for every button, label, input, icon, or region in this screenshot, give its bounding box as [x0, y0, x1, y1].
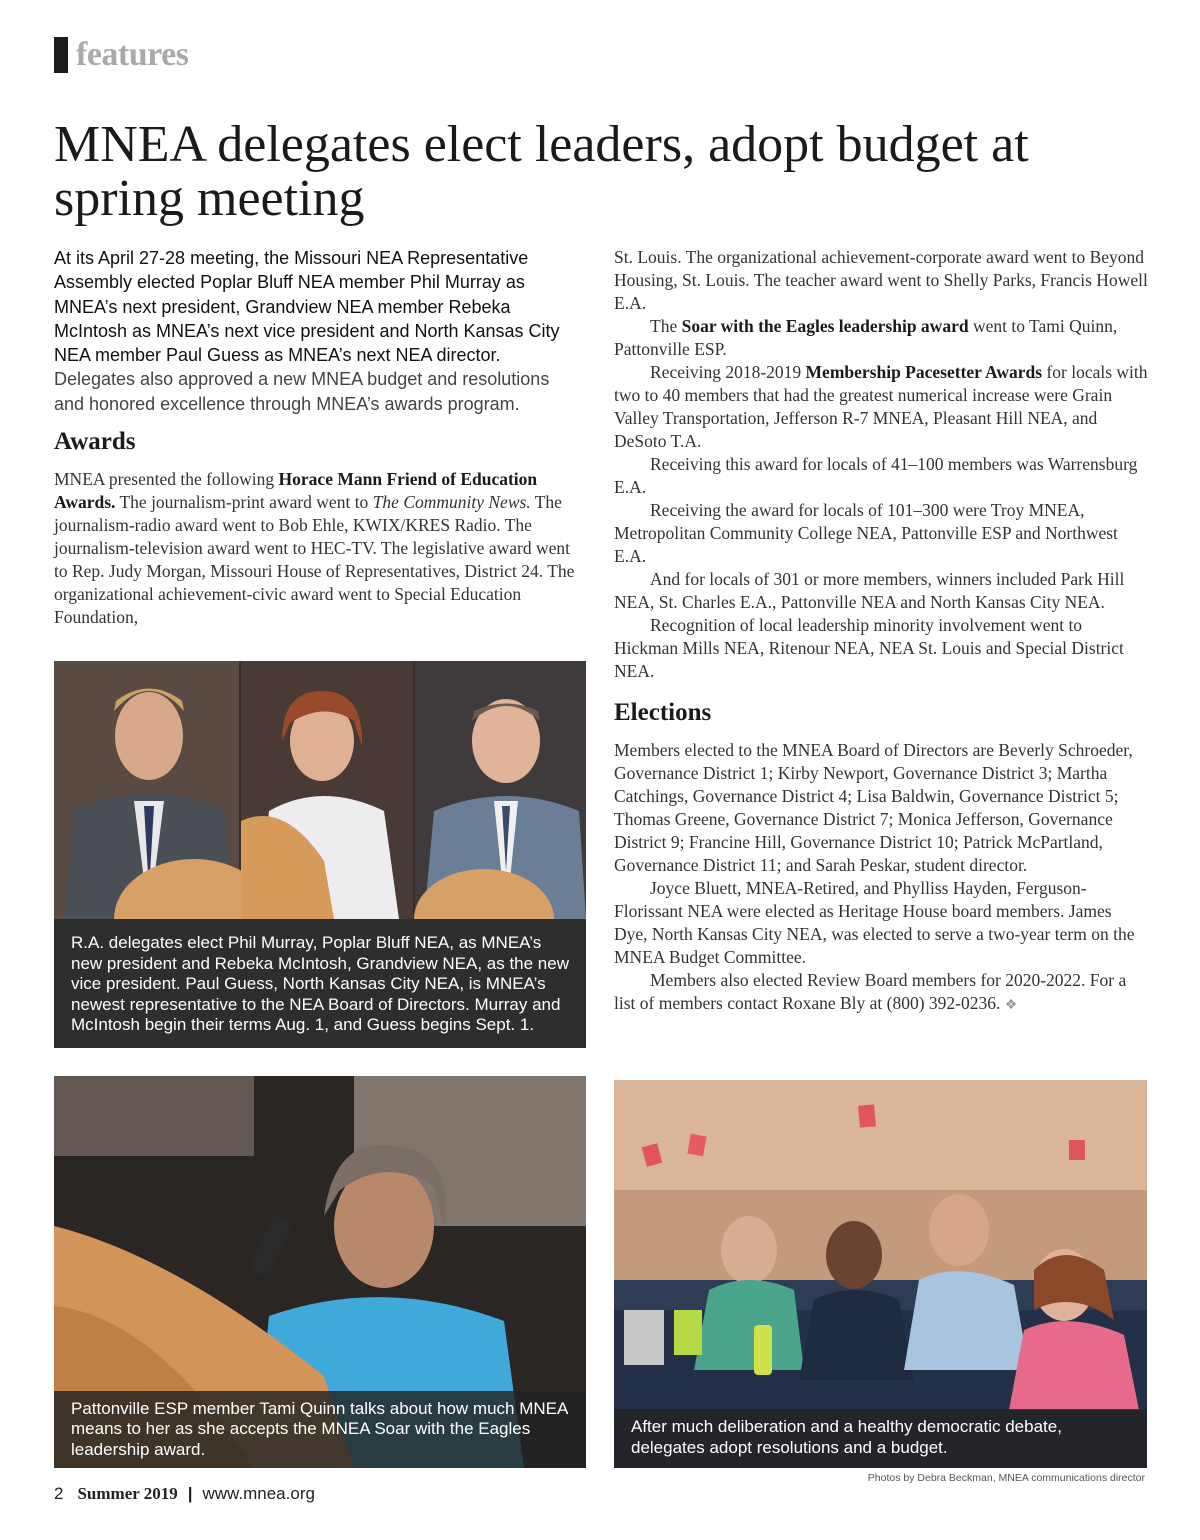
officers-photo-caption: R.A. delegates elect Phil Murray, Poplar Bluff NEA, as MNEA’s new president and Rebeka McIntosh, Grandview NEA, as the new vice president. Paul Guess, North Kansas City NEA, is MNEA’s newest representative to the NEA Board of Directors. Murray and McIntosh begin their terms Aug. 1, and Guess begins Sept. 1. [54, 919, 586, 1048]
section-label: features [76, 36, 189, 73]
horace-mann-award-name: Horace Mann Friend of Education Awards. [54, 469, 538, 513]
article-headline: MNEA delegates elect leaders, adopt budget at spring meeting [54, 116, 1029, 227]
awards-p2-text-b: went to Tami Quinn, Pattonville ESP. [614, 316, 1118, 359]
elections-heading: Elections [614, 699, 712, 726]
footer-separator: | [187, 1484, 193, 1503]
tami-quinn-photo-caption: Pattonville ESP member Tami Quinn talks about how much MNEA means to her as she accepts the MNEA Soar with the Eagles leadership award. [54, 1391, 586, 1469]
delegates-voting-photo [614, 1080, 1147, 1468]
awards-paragraph-3 [614, 361, 1149, 453]
issue-label: Summer 2019 [77, 1484, 178, 1503]
awards-paragraph-6: And for locals of 301 or more members, winners included Park Hill NEA, St. Charles E.A., Pattonville NEA and North Kansas City NEA. [614, 569, 1125, 612]
awards-heading: Awards [54, 428, 136, 456]
lead-paragraph [54, 246, 584, 416]
awards-p1-text-c: The journalism-radio award went to Bob Ehle, KWIX/KRES Radio. The journalism-television award went to HEC-TV. The legislative award went to Rep. Judy Morgan, Missouri House of Representatives, District 24. The organizational achievement-civic award went to Special Education Foundation, [54, 492, 575, 628]
awards-p3-text-b: for locals with two to 40 members that had the greatest numerical increase were Grain Valley Transportation, Jefferson R-7 MNEA, Pleasant Hill NEA, and DeSoto T.A. [614, 362, 1148, 451]
awards-p2-text-a: The [650, 316, 682, 336]
awards-paragraph-7: Recognition of local leadership minority involvement went to Hickman Mills NEA, Ritenour NEA, NEA St. Louis and Special District NEA. [614, 615, 1124, 681]
awards-p3-text-a: Receiving 2018-2019 [650, 362, 806, 382]
section-tag [54, 36, 188, 74]
page-footer [54, 1484, 315, 1504]
elections-paragraph-2: Joyce Bluett, MNEA-Retired, and Phylliss Hayden, Ferguson-Florissant NEA were elected as Heritage House board members. James Dye, North Kansas City NEA, was elected to serve a two-year term on the MNEA Budget Committee. [614, 878, 1135, 967]
community-news-title: The Community News. [372, 492, 531, 513]
awards-paragraph-4: Receiving this award for locals of 41–100 members was Warrensburg E.A. [614, 454, 1138, 497]
elections-paragraph-1: Members elected to the MNEA Board of Directors are Beverly Schroeder, Governance District 1; Kirby Newport, Governance District 3; Martha Catchings, Governance District 4; Lisa Baldwin, Governance District 5; Thomas Greene, Governance District 7; Monica Jefferson, Governance District 9; Francine Hill, Governance District 10; Patrick McPartland, Governance District 11; and Sarah Peskar, student director. [614, 740, 1133, 875]
awards-paragraph-1-continued: St. Louis. The organizational achievement-corporate award went to Beyond Housing, St. Louis. The teacher award went to Shelly Parks, Francis Howell E.A. [614, 247, 1148, 313]
lead-bold-text: At its April 27-28 meeting, the Missouri NEA Representative Assembly elected Poplar Bluff NEA member Phil Murray as MNEA’s next president, Grandview NEA member Rebeka McIntosh as MNEA’s next vice president and North Kansas City NEA member Paul Guess as MNEA’s next NEA director. [54, 248, 560, 366]
page-number: 2 [54, 1484, 64, 1503]
lead-rest-text: Delegates also approved a new MNEA budget and resolutions and honored excellence through MNEA’s awards program. [54, 369, 550, 414]
elections-p3-text: Members also elected Review Board members for 2020-2022. For a list of members contact Roxane Bly at (800) 392-0236. [614, 970, 1127, 1013]
soar-eagles-award-name: Soar with the Eagles leadership award [681, 316, 969, 336]
awards-paragraph-5: Receiving the award for locals of 101–300 were Troy MNEA, Metropolitan Community College NEA, Pattonville ESP and Northwest E.A. [614, 500, 1118, 566]
section-bar [54, 37, 68, 73]
end-mark-icon: ❖ [1004, 998, 1018, 1013]
awards-paragraph-2 [614, 315, 1149, 361]
officers-photo-image [54, 661, 586, 919]
awards-p1-text-a: MNEA presented the following [54, 469, 279, 490]
left-column [54, 246, 584, 629]
right-column [614, 246, 1149, 1017]
website-link[interactable]: www.mnea.org [202, 1484, 315, 1503]
elections-paragraph-3 [614, 969, 1149, 1017]
photo-credit: Photos by Debra Beckman, MNEA communications director [867, 1472, 1145, 1484]
officers-photo [54, 661, 586, 1048]
pacesetter-award-name: Membership Pacesetter Awards [805, 362, 1043, 382]
awards-p1-text-b: The journalism-print award went to [115, 492, 373, 513]
delegates-voting-photo-caption: After much deliberation and a healthy democratic debate, delegates adopt resolutions and a budget. [614, 1409, 1147, 1468]
awards-paragraph-1 [54, 468, 584, 629]
tami-quinn-photo [54, 1076, 586, 1468]
